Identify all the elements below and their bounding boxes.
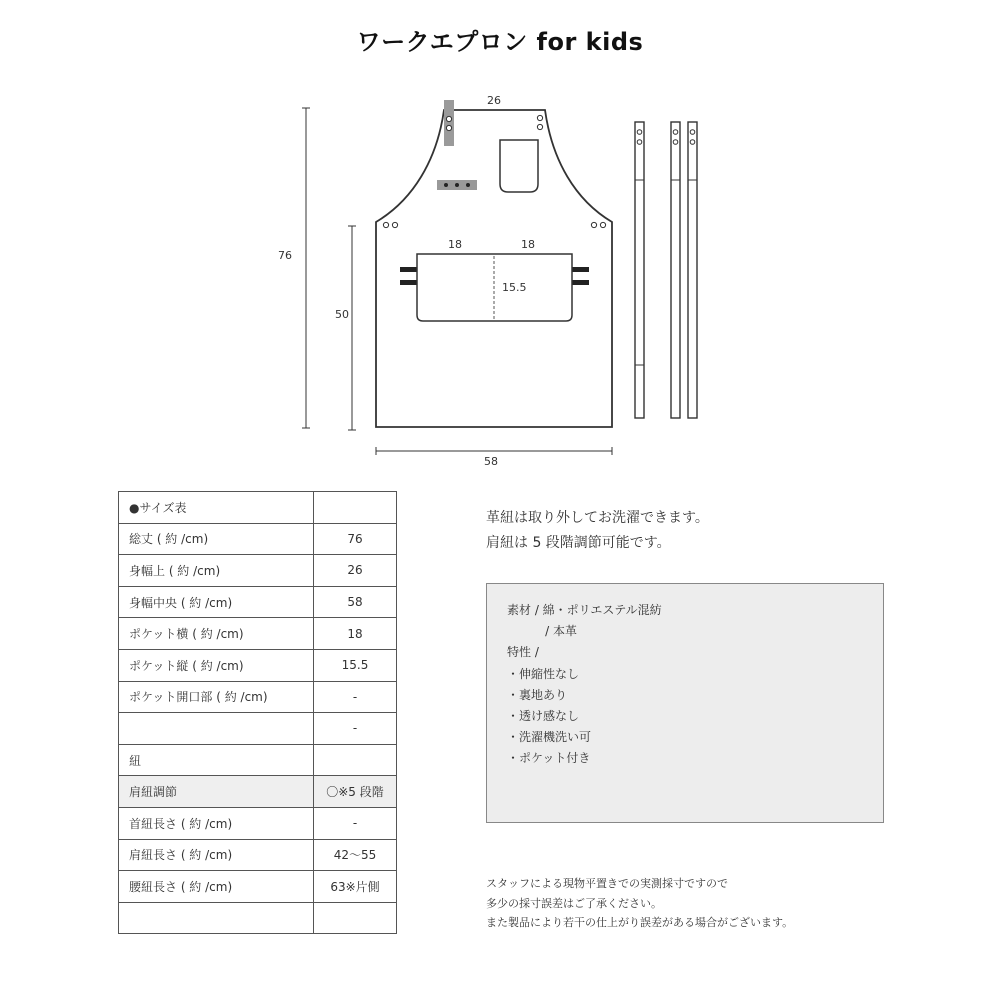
size-value: 63※片側 <box>314 871 397 903</box>
size-value: 18 <box>314 618 397 650</box>
size-label: ポケット開口部 ( 約 /cm) <box>119 681 314 713</box>
size-table-header-row <box>119 492 397 524</box>
dim-pocket-right: 18 <box>521 238 535 251</box>
apron-diagram <box>0 0 1000 480</box>
size-label: 肩紐長さ ( 約 /cm) <box>119 839 314 871</box>
size-table-row <box>119 713 397 745</box>
size-label: 身幅中央 ( 約 /cm) <box>119 586 314 618</box>
size-table-row <box>119 807 397 839</box>
spec-line: / 本革 <box>507 624 578 639</box>
size-value: 42〜55 <box>314 839 397 871</box>
spec-line: 素材 / 綿・ポリエステル混紡 <box>507 603 662 617</box>
size-table-header-value <box>314 492 397 524</box>
disclaimer-line: また製品により若干の仕上がり誤差がある場合がございます。 <box>486 916 794 929</box>
size-table <box>118 491 397 934</box>
size-table-row <box>119 776 397 808</box>
size-table-row <box>119 871 397 903</box>
size-value: 76 <box>314 523 397 555</box>
spec-line: ・洗濯機洗い可 <box>507 730 592 745</box>
strap-neck <box>635 122 644 418</box>
rivet <box>637 130 642 135</box>
note-line: 肩紐は 5 段階調節可能です。 <box>486 535 671 551</box>
size-label: 腰紐長さ ( 約 /cm) <box>119 871 314 903</box>
chest-pocket <box>500 140 538 192</box>
dim-total-length: 76 <box>278 249 292 262</box>
strap-waist <box>688 122 697 418</box>
rivet <box>455 183 459 187</box>
size-label: 首紐長さ ( 約 /cm) <box>119 807 314 839</box>
spec-line: ・ポケット付き <box>507 751 591 766</box>
rivet <box>446 116 451 121</box>
spec-line: ・透け感なし <box>507 708 580 723</box>
spec-line: ・裏地あり <box>507 687 568 702</box>
size-value: - <box>314 681 397 713</box>
size-table-row <box>119 555 397 587</box>
spec-line: ・伸縮性なし <box>507 666 580 681</box>
size-value: 〇※5 段階 <box>314 776 397 808</box>
size-value: 58 <box>314 586 397 618</box>
waist-tie-left <box>400 280 417 285</box>
size-value <box>314 744 397 776</box>
strap-waist <box>671 122 680 418</box>
waist-tie-right <box>572 267 589 272</box>
size-table-row <box>119 839 397 871</box>
size-label: 身幅上 ( 約 /cm) <box>119 555 314 587</box>
rivet <box>600 222 605 227</box>
size-table-row <box>119 523 397 555</box>
neck-strap-tab <box>444 100 454 146</box>
rivet <box>591 222 596 227</box>
size-value <box>314 902 397 934</box>
size-value: - <box>314 807 397 839</box>
waist-tie-left <box>400 267 417 272</box>
size-value: - <box>314 713 397 745</box>
note-line: 革紐は取り外してお洗濯できます。 <box>486 510 709 526</box>
rivet <box>466 183 470 187</box>
rivet <box>537 124 542 129</box>
dim-pocket-left: 18 <box>448 238 462 251</box>
rivet <box>673 140 678 145</box>
size-table-row <box>119 586 397 618</box>
rivet <box>444 183 448 187</box>
rivet <box>690 130 695 135</box>
size-table-row <box>119 649 397 681</box>
size-label: 紐 <box>119 744 314 776</box>
dim-bottom-width: 58 <box>484 455 498 468</box>
dim-body-length: 50 <box>335 308 349 321</box>
spec-box <box>486 583 884 823</box>
size-table-row <box>119 744 397 776</box>
spec-line: 特性 / <box>507 645 539 660</box>
rivet <box>673 130 678 135</box>
size-table-header: ●サイズ表 <box>119 492 314 524</box>
size-table-row <box>119 902 397 934</box>
size-label: ポケット縦 ( 約 /cm) <box>119 649 314 681</box>
dim-top-width: 26 <box>487 94 501 107</box>
dim-pocket-height: 15.5 <box>502 281 527 294</box>
page-title: ワークエプロン for kids <box>356 28 644 56</box>
rivet <box>537 115 542 120</box>
size-value: 15.5 <box>314 649 397 681</box>
size-label: 肩紐調節 <box>119 776 314 808</box>
disclaimer-line: スタッフによる現物平置きでの実測採寸ですので <box>486 877 728 890</box>
size-table-row <box>119 618 397 650</box>
notes <box>486 506 709 556</box>
size-table-row <box>119 681 397 713</box>
disclaimer-line: 多少の採寸誤差はご了承ください。 <box>486 896 662 910</box>
rivet <box>383 222 388 227</box>
size-label <box>119 902 314 934</box>
rivet <box>392 222 397 227</box>
size-label <box>119 713 314 745</box>
size-label: ポケット横 ( 約 /cm) <box>119 618 314 650</box>
rivet <box>446 125 451 130</box>
rivet <box>690 140 695 145</box>
disclaimer <box>486 874 793 933</box>
size-label: 総丈 ( 約 /cm) <box>119 523 314 555</box>
waist-tie-right <box>572 280 589 285</box>
size-value: 26 <box>314 555 397 587</box>
rivet <box>637 140 642 145</box>
